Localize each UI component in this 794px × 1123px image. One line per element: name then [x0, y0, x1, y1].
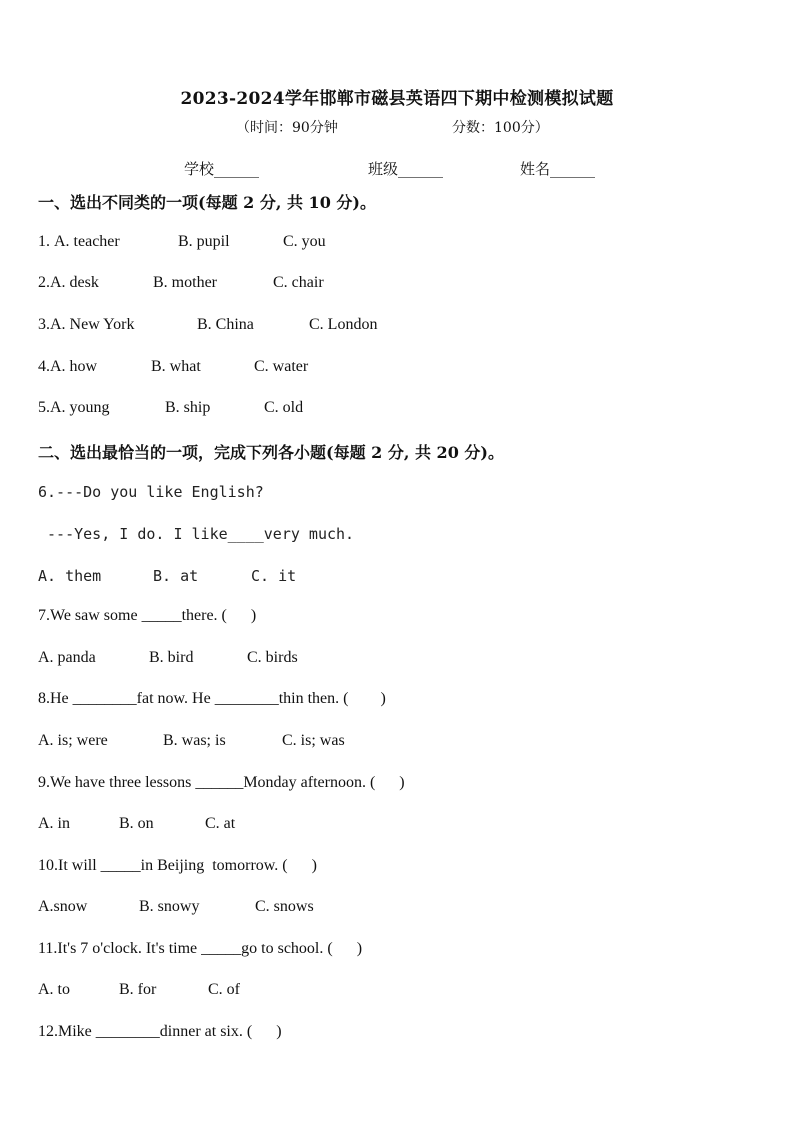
option-b: B. pupil: [178, 233, 230, 250]
option-c: C. of: [208, 981, 240, 998]
option-b: B. China: [197, 316, 254, 333]
option-c: C. old: [264, 399, 304, 416]
option-c: C. snows: [255, 898, 314, 915]
question-6-line2: ---Yes, I do. I like____very much.: [38, 525, 355, 543]
question-6-line1: 6.---Do you like English?: [38, 483, 264, 501]
option-b: B. was; is: [163, 732, 226, 749]
exam-title: 2023-2024学年邯郸市磁县英语四下期中检测模拟试题: [180, 89, 614, 109]
question-number: 5.: [38, 399, 50, 416]
section2-heading: 二、选出最恰当的一项，完成下列各小题(每题 2 分, 共 20 分)。: [38, 443, 504, 462]
question-number: 3.: [38, 316, 50, 333]
option-b: B. mother: [153, 274, 217, 291]
question-11-options: [38, 981, 240, 999]
option-c: C. is; was: [282, 732, 345, 749]
exam-time: （时间：90分钟: [236, 120, 338, 136]
option-b: B. at: [153, 567, 199, 585]
question-9-options: [38, 815, 236, 833]
option-a: A. is; were: [38, 732, 108, 749]
option-a: A. panda: [38, 649, 96, 666]
class-field: 班级______: [368, 160, 444, 178]
question-7-options: [38, 649, 298, 667]
question-12-stem: 12.Mike ________dinner at six. ( ): [38, 1023, 282, 1040]
question-6-options: [38, 567, 297, 585]
option-c: C. it: [251, 567, 297, 585]
option-a: A. young: [50, 399, 110, 416]
question-1: [38, 233, 326, 251]
option-a: A. them: [38, 567, 102, 585]
option-c: C. you: [283, 233, 326, 250]
question-8-options: [38, 732, 345, 750]
option-b: B. on: [119, 815, 154, 832]
question-7-stem: 7.We saw some _____there. ( ): [38, 607, 257, 624]
option-b: B. bird: [149, 649, 194, 666]
option-b: B. ship: [165, 399, 211, 416]
section1-heading: 一、选出不同类的一项(每题 2 分, 共 10 分)。: [38, 193, 376, 212]
school-field: 学校______: [184, 160, 260, 178]
option-a: A. in: [38, 815, 70, 832]
option-a: A. how: [50, 358, 98, 375]
option-c: C. at: [205, 815, 236, 832]
question-11-stem: 11.It's 7 o'clock. It's time _____go to school. ( ): [38, 940, 363, 957]
option-a: A. New York: [50, 316, 135, 333]
question-number: 1.: [38, 233, 54, 250]
question-9-stem: 9.We have three lessons ______Monday afternoon. ( ): [38, 774, 405, 791]
question-2: [38, 274, 324, 292]
question-3: [38, 316, 378, 334]
option-a: A. to: [38, 981, 70, 998]
exam-score: 分数：100分）: [452, 120, 549, 136]
question-8-stem: 8.He ________fat now. He ________thin then. ( ): [38, 690, 386, 707]
name-field: 姓名______: [520, 160, 596, 178]
option-a: A. desk: [50, 274, 99, 291]
option-a: A. teacher: [54, 233, 120, 250]
option-c: C. chair: [273, 274, 324, 291]
question-number: 4.: [38, 358, 50, 375]
question-number: 2.: [38, 274, 50, 291]
option-c: C. birds: [247, 649, 298, 666]
question-10-stem: 10.It will _____in Beijing tomorrow. ( ): [38, 857, 317, 874]
option-b: B. what: [151, 358, 201, 375]
option-c: C. water: [254, 358, 309, 375]
question-5: [38, 399, 304, 417]
question-10-options: [38, 898, 314, 916]
question-4: [38, 358, 309, 376]
option-c: C. London: [309, 316, 378, 333]
option-a: A.snow: [38, 898, 88, 915]
option-b: B. snowy: [139, 898, 200, 915]
option-b: B. for: [119, 981, 157, 998]
